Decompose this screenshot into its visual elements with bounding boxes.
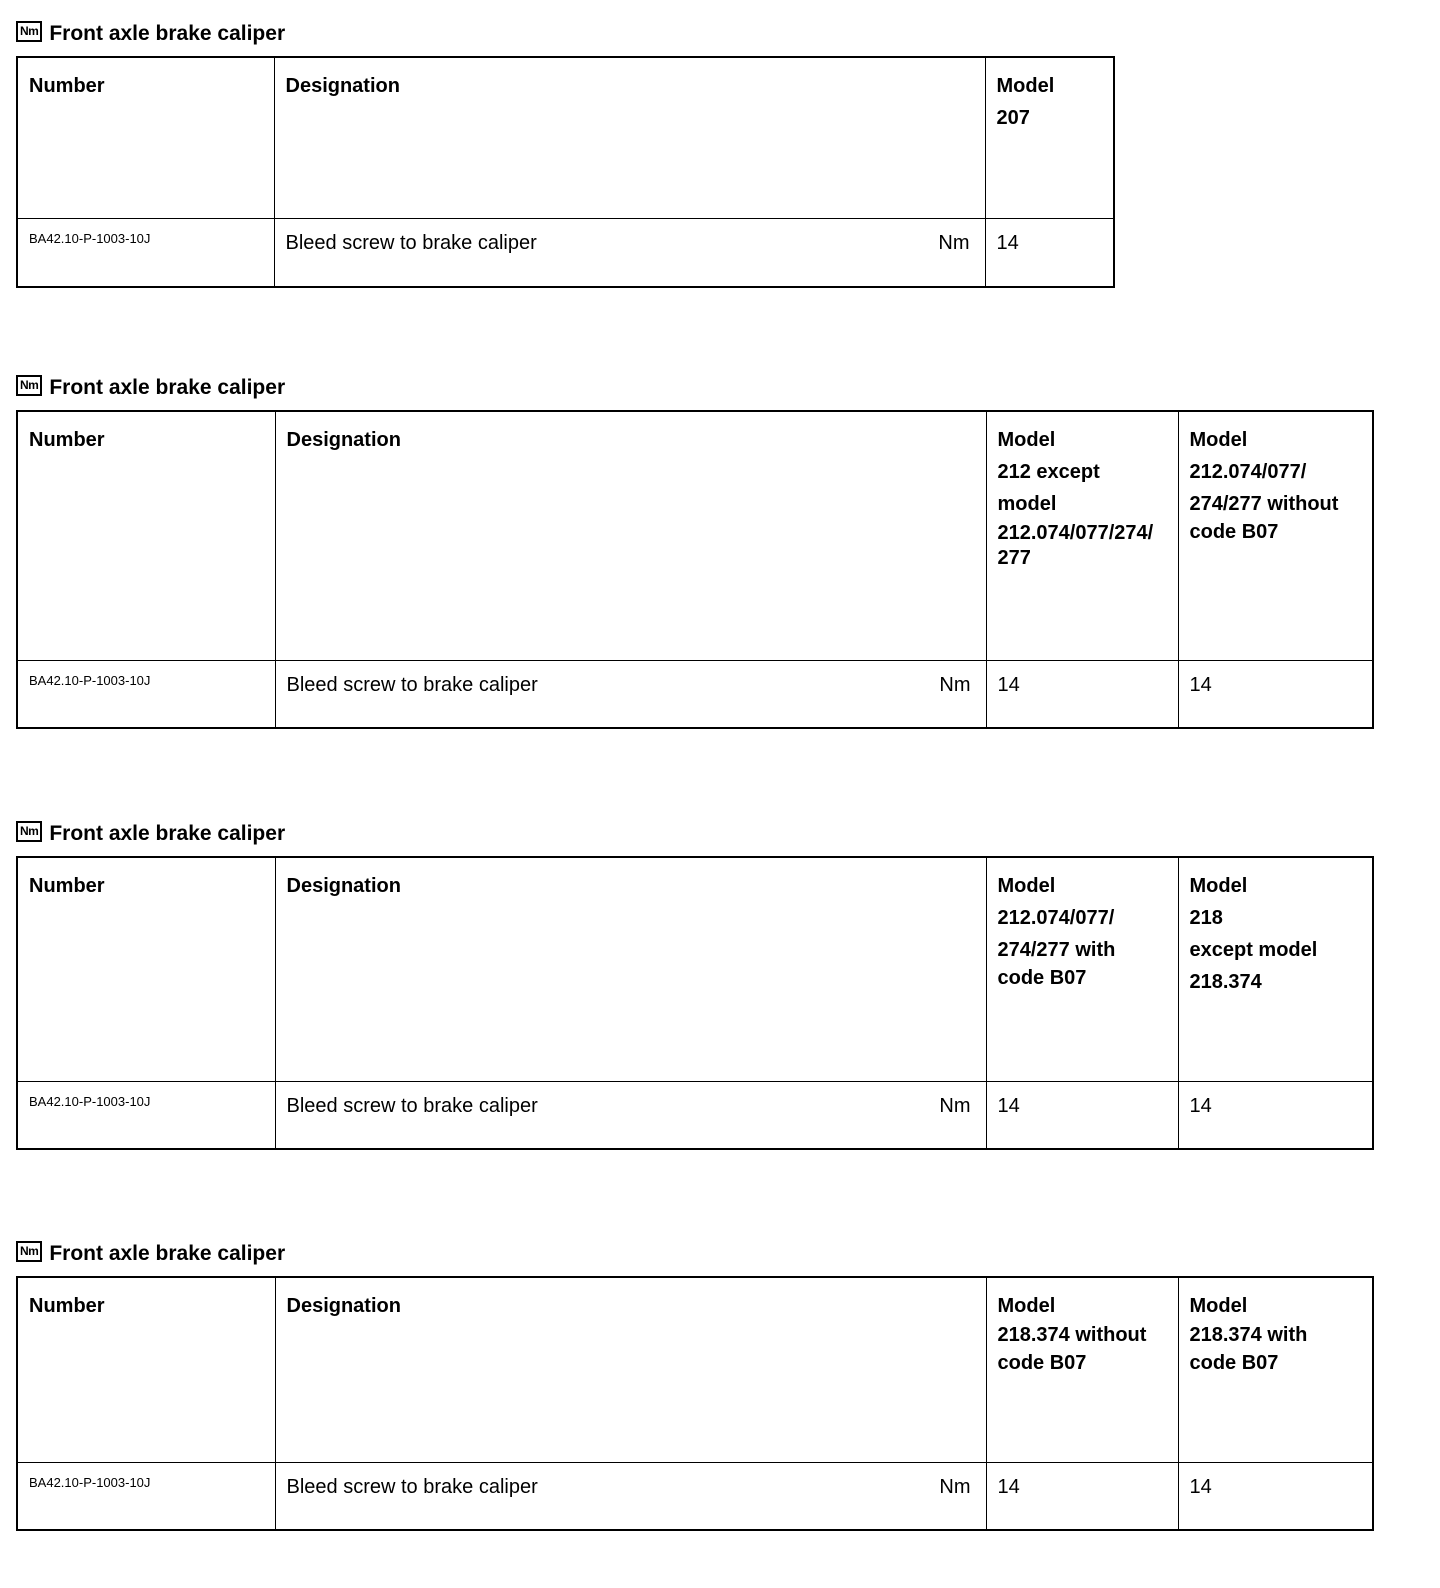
model-line: code B07 (997, 967, 1087, 989)
table-row (17, 1462, 1373, 1530)
cell-number: BA42.10-P-1003-10J (17, 218, 274, 287)
model-line: 274/277 with (997, 939, 1116, 961)
model-line: except model (1189, 939, 1318, 961)
torque-table (16, 410, 1374, 729)
torque-section-4 (16, 1232, 1374, 1531)
section-title: Front axle brake caliper (49, 22, 286, 45)
model-line: 218 (1189, 907, 1223, 929)
torque-table (16, 56, 1115, 288)
cell-value: 14 (986, 1081, 1178, 1149)
designation-text: Bleed screw to brake caliper (285, 231, 537, 254)
header-model (1178, 1277, 1373, 1462)
header-model (1178, 857, 1373, 1081)
section-heading (16, 12, 1115, 46)
unit-label: Nm (939, 1094, 971, 1117)
header-designation: Designation (275, 857, 986, 1081)
designation-text: Bleed screw to brake caliper (286, 1094, 538, 1117)
unit-label: Nm (938, 231, 970, 254)
table-header-row (17, 857, 1373, 1081)
model-line: 218.374 with (1189, 1324, 1308, 1346)
model-line: 277 (997, 547, 1031, 569)
designation-text: Bleed screw to brake caliper (286, 673, 538, 696)
torque-section-2 (16, 366, 1374, 729)
cell-value: 14 (1178, 660, 1373, 728)
header-designation: Designation (275, 1277, 986, 1462)
header-model (986, 1277, 1178, 1462)
cell-value: 14 (986, 660, 1178, 728)
torque-section-1 (16, 12, 1115, 288)
section-heading (16, 1232, 1374, 1266)
torque-section-3 (16, 812, 1374, 1150)
model-line: Model (997, 1295, 1056, 1317)
model-line: 207 (996, 107, 1030, 129)
table-header-row (17, 1277, 1373, 1462)
header-number: Number (17, 1277, 275, 1462)
cell-value: 14 (986, 1462, 1178, 1530)
cell-value: 14 (1178, 1462, 1373, 1530)
cell-number: BA42.10-P-1003-10J (17, 660, 275, 728)
table-row (17, 218, 1114, 287)
header-model (986, 857, 1178, 1081)
table-header-row (17, 411, 1373, 660)
torque-table (16, 1276, 1374, 1531)
torque-nm-icon: Nm (16, 375, 42, 396)
model-line: code B07 (1189, 1352, 1279, 1374)
header-number: Number (17, 57, 274, 218)
model-line: Model (997, 429, 1056, 451)
cell-designation (274, 218, 985, 287)
table-row (17, 1081, 1373, 1149)
torque-nm-icon: Nm (16, 21, 42, 42)
torque-table (16, 856, 1374, 1150)
cell-designation (275, 1462, 986, 1530)
header-model (1178, 411, 1373, 660)
model-line: code B07 (997, 1352, 1087, 1374)
torque-nm-icon: Nm (16, 1241, 42, 1262)
model-line: 218.374 (1189, 971, 1262, 993)
model-line: Model (996, 75, 1055, 97)
section-heading (16, 812, 1374, 846)
cell-designation (275, 660, 986, 728)
cell-value: 14 (985, 218, 1114, 287)
model-line: 274/277 without (1189, 493, 1339, 515)
cell-value: 14 (1178, 1081, 1373, 1149)
header-model (985, 57, 1114, 218)
table-header-row (17, 57, 1114, 218)
section-title: Front axle brake caliper (49, 822, 286, 845)
model-line: 212.074/077/274/ (997, 522, 1154, 544)
header-number: Number (17, 857, 275, 1081)
model-line: Model (997, 875, 1056, 897)
header-designation: Designation (274, 57, 985, 218)
torque-nm-icon: Nm (16, 821, 42, 842)
section-title: Front axle brake caliper (49, 376, 286, 399)
section-title: Front axle brake caliper (49, 1242, 286, 1265)
unit-label: Nm (939, 673, 971, 696)
model-line: Model (1189, 429, 1248, 451)
table-row (17, 660, 1373, 728)
model-line: code B07 (1189, 521, 1279, 543)
designation-text: Bleed screw to brake caliper (286, 1475, 538, 1498)
cell-number: BA42.10-P-1003-10J (17, 1081, 275, 1149)
model-line: Model (1189, 1295, 1248, 1317)
model-line: model (997, 493, 1057, 515)
cell-designation (275, 1081, 986, 1149)
model-line: 212.074/077/ (1189, 461, 1307, 483)
model-line: Model (1189, 875, 1248, 897)
cell-number: BA42.10-P-1003-10J (17, 1462, 275, 1530)
header-model (986, 411, 1178, 660)
section-heading (16, 366, 1374, 400)
header-number: Number (17, 411, 275, 660)
model-line: 212 except (997, 461, 1100, 483)
header-designation: Designation (275, 411, 986, 660)
unit-label: Nm (939, 1475, 971, 1498)
model-line: 212.074/077/ (997, 907, 1115, 929)
model-line: 218.374 without (997, 1324, 1147, 1346)
